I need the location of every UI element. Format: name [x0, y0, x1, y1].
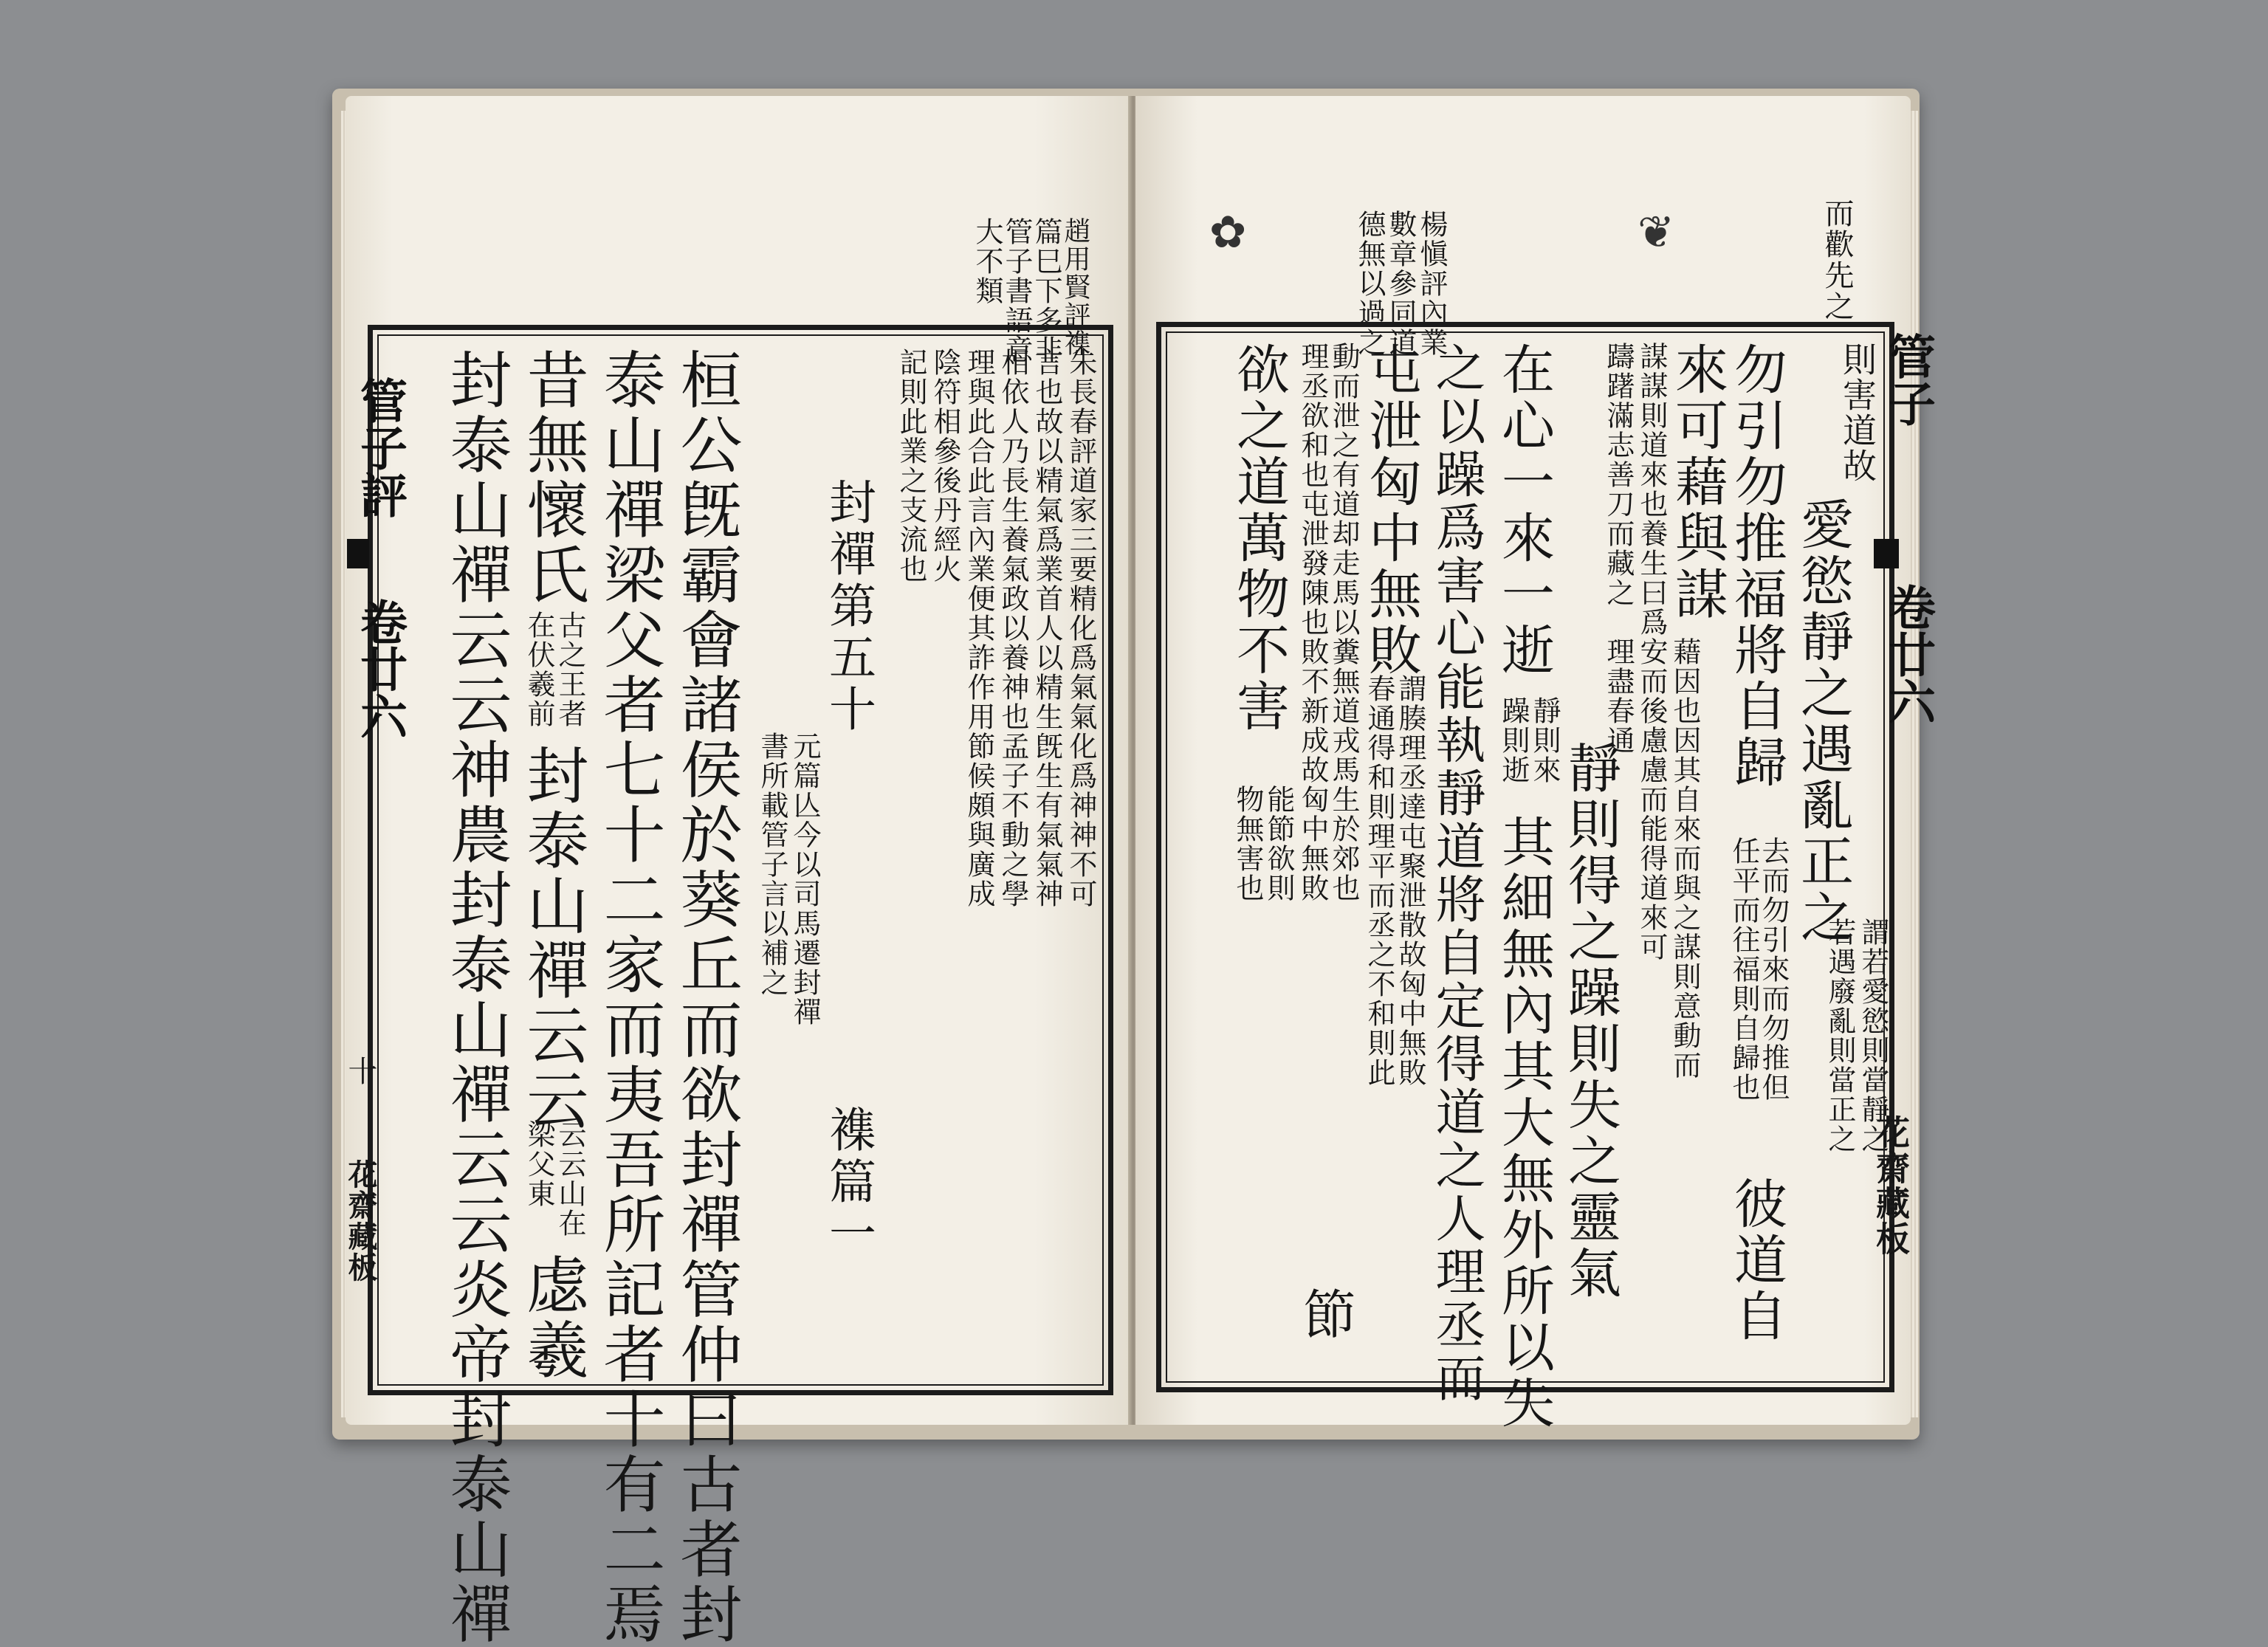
left-header-note-4: 大不類: [971, 217, 1003, 306]
r-col2-note-b: 任平而往福則自歸也: [1728, 836, 1760, 1102]
right-margin-title: 管子: [1880, 332, 1936, 427]
right-page: [1135, 96, 1936, 1431]
r-col5-note-a: 靜則來: [1528, 696, 1561, 785]
left-margin-title: 管子評: [352, 376, 408, 518]
r-col2-b: 彼道自: [1725, 1176, 1787, 1344]
chapter-tag: 襍篇一: [821, 1105, 876, 1260]
r-col9-note-b: 物無害也: [1231, 785, 1264, 903]
note-yun-yun-shan: 云云山在: [554, 1120, 586, 1238]
left-margin-volume: 卷廿六: [352, 598, 408, 740]
r-col8-note-b: 理丞欲和也屯泄發陳也敗不新成故匈中無敗: [1296, 342, 1329, 903]
left-margin-press: 花齋藏板: [343, 1159, 378, 1283]
right-header-note-3: 德無以過之: [1353, 210, 1386, 357]
seal-mark-2: ❦: [1638, 207, 1675, 258]
r-col2-a: 勿引勿推福將自歸: [1725, 342, 1787, 791]
right-text-frame: [1156, 322, 1894, 1431]
right-header-top: 而歡先之: [1820, 198, 1854, 322]
r-col2-note-a: 去而勿引來而勿推但: [1757, 836, 1790, 1102]
r-col4-note-b: 理盡春通: [1602, 637, 1635, 755]
main-line-1: 桓公旣霸會諸侯於葵丘而欲封禪管仲曰古者封: [670, 348, 743, 1647]
note-gu-zhi-wang-zhe: 古之王者: [554, 611, 586, 729]
commentary-line-2: 言也故以精氣爲業首人以精生旣生有氣氣神: [1031, 348, 1063, 909]
left-text-frame: [368, 325, 1113, 1647]
r-col1-note-b: 若遇廢亂則當正之: [1824, 918, 1856, 1154]
r-col3-note-b: 謀謀則道來也養生曰爲安而後慮慮而能得道來可: [1635, 342, 1668, 962]
r-col7-note-b: 春通得和則理平而丞之不和則此: [1363, 674, 1395, 1087]
r-col6: 之以躁爲害心能執靜道將自定得道之人理丞而: [1427, 342, 1485, 1405]
seal-mark-1: ✿: [1209, 207, 1247, 258]
chapter-title: 封禪第五十: [821, 478, 876, 736]
main-line-3-mid: 封泰山禪云云: [517, 743, 589, 1133]
left-margin-fishtail: [347, 539, 369, 568]
commentary-line-4: 理與此合此言內業便其詐作用節候頗與廣成: [963, 348, 995, 909]
main-line-2: 泰山禪梁父者七十二家而夷吾所記者十有二焉: [594, 348, 666, 1647]
r-col5-note-b: 躁則逝: [1497, 696, 1530, 785]
r-col1-note-a: 謂若愛慾則當靜之: [1857, 918, 1889, 1154]
r-col1-a: 則害道故: [1838, 342, 1877, 484]
right-margin-fishtail: [1874, 539, 1899, 568]
r-col4-note-a: 躊躇滿志善刀而藏之: [1602, 342, 1635, 608]
left-header-note-1: 趙用賢評襍: [1060, 217, 1090, 357]
left-margin-number: 十: [343, 1056, 377, 1087]
chapter-note-1: 元篇亾今以司馬遷封禪: [788, 732, 821, 1027]
r-col9-note-a: 能節欲則: [1262, 785, 1295, 903]
right-header-note-2: 數章參同道: [1384, 210, 1417, 357]
left-header-note-3: 管子書語意: [1000, 217, 1033, 365]
note-zai-fu-xi-qian: 在伏羲前: [523, 611, 555, 729]
main-line-3-end: 虙羲: [517, 1253, 589, 1383]
main-line-3-start: 昔無懷氏: [517, 348, 589, 608]
r-col5-b: 其細無內其大無外所以失: [1493, 814, 1555, 1431]
commentary-line-5: 陰符相參後丹經火: [929, 348, 961, 584]
main-line-4: 封泰山禪云云神農封泰山禪云云炎帝封泰山禪: [440, 348, 512, 1647]
r-col5-a: 在心一來一逝: [1493, 342, 1555, 678]
commentary-line-1: 朱長春評道家三要精化爲氣氣化爲神神不可: [1065, 348, 1097, 909]
right-margin-volume: 卷廿六: [1880, 583, 1936, 725]
note-liang-fu-dong: 梁父東: [523, 1120, 555, 1208]
r-col4-b: 靜則得之躁則失之靈氣: [1559, 740, 1621, 1302]
right-margin-press: 花齋藏板: [1871, 1115, 1911, 1256]
r-col7-note-a: 謂腠理丞達屯聚泄散故匈中無敗: [1394, 674, 1426, 1087]
commentary-line-3: 相依人乃長生養氣政以養神也孟子不動之學: [997, 348, 1029, 909]
r-col3-a: 來可藉與謀: [1666, 342, 1728, 622]
r-col8-b: 節: [1294, 1287, 1356, 1343]
left-header-note-2: 篇巳下多非: [1030, 217, 1062, 365]
commentary-line-6: 記則此業之支流也: [895, 348, 927, 584]
left-page: [343, 96, 1128, 1647]
r-col1-b: 愛慾靜之遇亂正之: [1792, 497, 1854, 946]
r-col9-a: 欲之道萬物不害: [1228, 342, 1290, 735]
r-col7-a: 屯泄匈中無敗: [1360, 342, 1422, 678]
r-col3-note-a: 藉因也因其自來而與之謀則意動而: [1669, 637, 1701, 1080]
right-header-note-1: 楊愼評內業: [1415, 210, 1448, 357]
r-col8-note-a: 動而泄之有道却走馬以糞無道戎馬生於郊也: [1327, 342, 1360, 903]
chapter-note-2: 書所載管子言以補之: [756, 732, 788, 997]
